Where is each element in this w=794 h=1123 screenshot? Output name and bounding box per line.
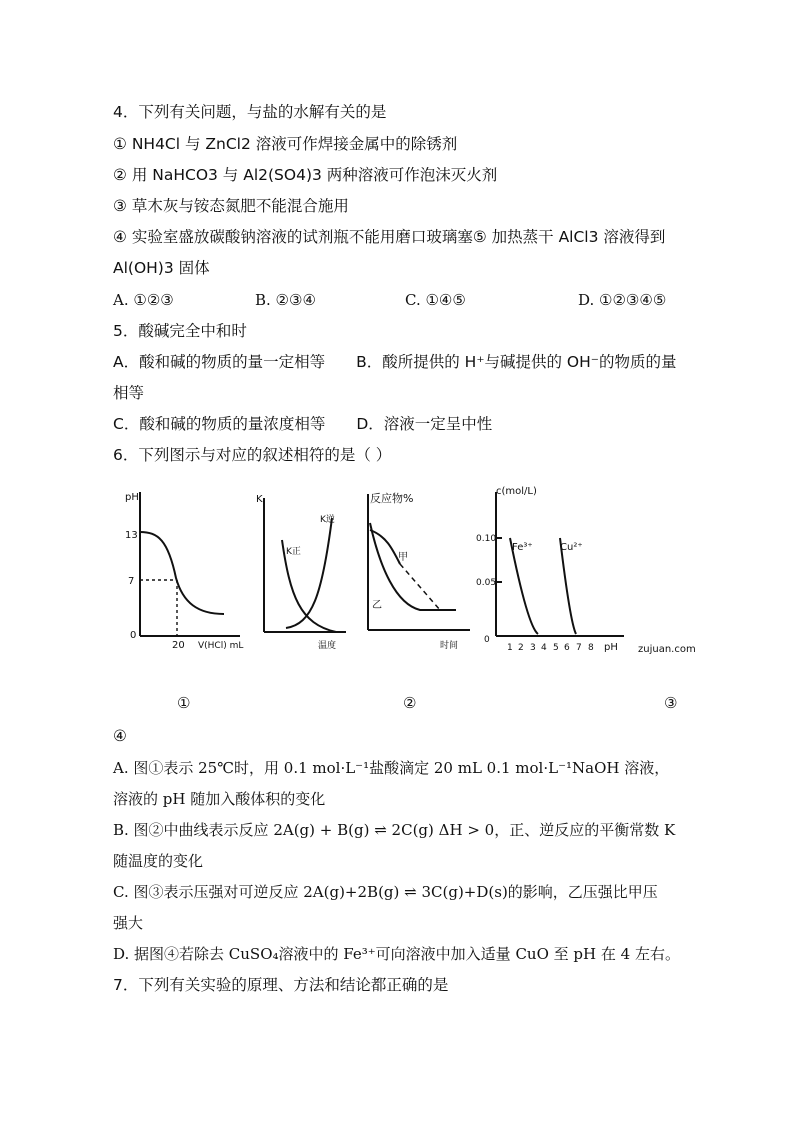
graph-4-ion-fe: Fe³⁺ bbox=[512, 542, 533, 553]
q4-item-1: ① NH4Cl 与 ZnCl2 溶液可作焊接金属中的除锈剂 bbox=[113, 135, 458, 153]
q5-line-2: 相等 bbox=[113, 384, 145, 402]
graph-1-y-label: pH bbox=[125, 492, 139, 503]
graph-1-curve bbox=[140, 532, 224, 614]
q7-stem: 7．下列有关实验的原理、方法和结论都正确的是 bbox=[113, 976, 449, 994]
graph-4-ion-cu: Cu²⁺ bbox=[560, 542, 583, 553]
graph-4-tick-1: 1 bbox=[507, 643, 513, 653]
graph-4-tick-2: 2 bbox=[518, 643, 524, 653]
graph-4-tick-7: 7 bbox=[576, 643, 582, 653]
graph-3-curve-b-label: 乙 bbox=[372, 600, 382, 611]
graph-3-y-label: 反应物% bbox=[370, 492, 414, 505]
graph-3 bbox=[368, 494, 470, 630]
q6-figures bbox=[0, 478, 794, 668]
graph-4 bbox=[496, 492, 624, 636]
q6-option-a-line-2: 溶液的 pH 随加入酸体积的变化 bbox=[113, 790, 326, 808]
graph-1-x-label: V(HCl) mL bbox=[198, 641, 244, 651]
graph-label-2: ② bbox=[403, 694, 417, 712]
graph-3-curve-b bbox=[370, 523, 456, 610]
q4-item-2: ② 用 NaHCO3 与 Al2(SO4)3 两种溶液可作泡沫灭火剂 bbox=[113, 166, 498, 184]
graph-4-tick-8: 8 bbox=[588, 643, 594, 653]
graph-2-curve-b bbox=[286, 518, 332, 628]
graph-2-x-label: 温度 bbox=[318, 641, 337, 651]
watermark: zujuan.com bbox=[638, 644, 696, 655]
q4-item-4: ④ 实验室盛放碳酸钠溶液的试剂瓶不能用磨口玻璃塞⑤ 加热蒸干 AlCl3 溶液得到 bbox=[113, 228, 666, 246]
q4-stem: 4．下列有关问题，与盐的水解有关的是 bbox=[113, 103, 387, 121]
q5-stem: 5．酸碱完全中和时 bbox=[113, 322, 247, 340]
graph-4-y-label: c(mol/L) bbox=[496, 486, 537, 497]
graph-1-y-high: 13 bbox=[125, 530, 138, 541]
graph-3-x-label: 时间 bbox=[440, 641, 459, 651]
graph-2-curve-a-label: K正 bbox=[286, 547, 301, 557]
graph-label-1: ① bbox=[177, 694, 191, 712]
graph-label-4: ④ bbox=[113, 727, 127, 745]
q6-stem: 6．下列图示与对应的叙述相符的是（ ） bbox=[113, 446, 392, 464]
q4-option-d: D. ①②③④⑤ bbox=[578, 291, 667, 309]
graph-1-x-mark: 20 bbox=[172, 640, 185, 651]
q6-option-d: D. 据图④若除去 CuSO₄溶液中的 Fe³⁺可向溶液中加入适量 CuO 至 pH 在 4 左右。 bbox=[113, 945, 680, 963]
q4-option-b: B. ②③④ bbox=[255, 291, 316, 309]
q6-option-a-line-1: A. 图①表示 25℃时，用 0.1 mol·L⁻¹盐酸滴定 20 mL 0.1 mol·L⁻¹NaOH 溶液， bbox=[113, 759, 670, 777]
q4-option-a: A. ①②③ bbox=[113, 291, 174, 309]
q5-line-1: A．酸和碱的物质的量一定相等 B．酸所提供的 H⁺与碱提供的 OH⁻的物质的量 bbox=[113, 353, 677, 371]
graph-1-origin: 0 bbox=[130, 630, 137, 641]
graph-4-origin: 0 bbox=[484, 635, 490, 645]
q4-option-c: C. ①④⑤ bbox=[405, 291, 466, 309]
q4-item-3: ③ 草木灰与铵态氮肥不能混合施用 bbox=[113, 197, 349, 215]
graph-3-curve-a bbox=[370, 530, 400, 564]
graph-4-y-top: 0.10 bbox=[476, 534, 497, 544]
graph-4-tick-4: 4 bbox=[541, 643, 547, 653]
graph-4-y-mid: 0.05 bbox=[476, 578, 497, 588]
q4-item-5: Al(OH)3 固体 bbox=[113, 259, 210, 277]
graph-4-tick-6: 6 bbox=[564, 643, 570, 653]
graph-label-3: ③ bbox=[664, 694, 678, 712]
q6-option-c-line-1: C. 图③表示压强对可逆反应 2A(g)+2B(g) ⇌ 3C(g)+D(s)的影响，乙压强比甲压 bbox=[113, 883, 658, 901]
graph-3-curve-a-label: 甲 bbox=[398, 552, 408, 563]
q6-option-b-line-2: 随温度的变化 bbox=[113, 852, 204, 870]
graph-4-tick-5: 5 bbox=[553, 643, 559, 653]
q5-line-3: C．酸和碱的物质的量浓度相等 D．溶液一定呈中性 bbox=[113, 415, 493, 433]
q6-option-c-line-2: 强大 bbox=[113, 914, 144, 932]
graph-1-y-mid: 7 bbox=[128, 576, 135, 587]
graph-4-tick-3: 3 bbox=[530, 643, 536, 653]
q6-option-b-line-1: B. 图②中曲线表示反应 2A(g) + B(g) ⇌ 2C(g) ΔH > 0，正、逆反应的平衡常数 K bbox=[113, 821, 676, 839]
graph-2-y-label: K bbox=[256, 494, 263, 505]
graph-1 bbox=[140, 492, 240, 636]
graph-4-x-label: pH bbox=[604, 642, 618, 653]
graph-2-curve-b-label: K逆 bbox=[320, 515, 335, 525]
